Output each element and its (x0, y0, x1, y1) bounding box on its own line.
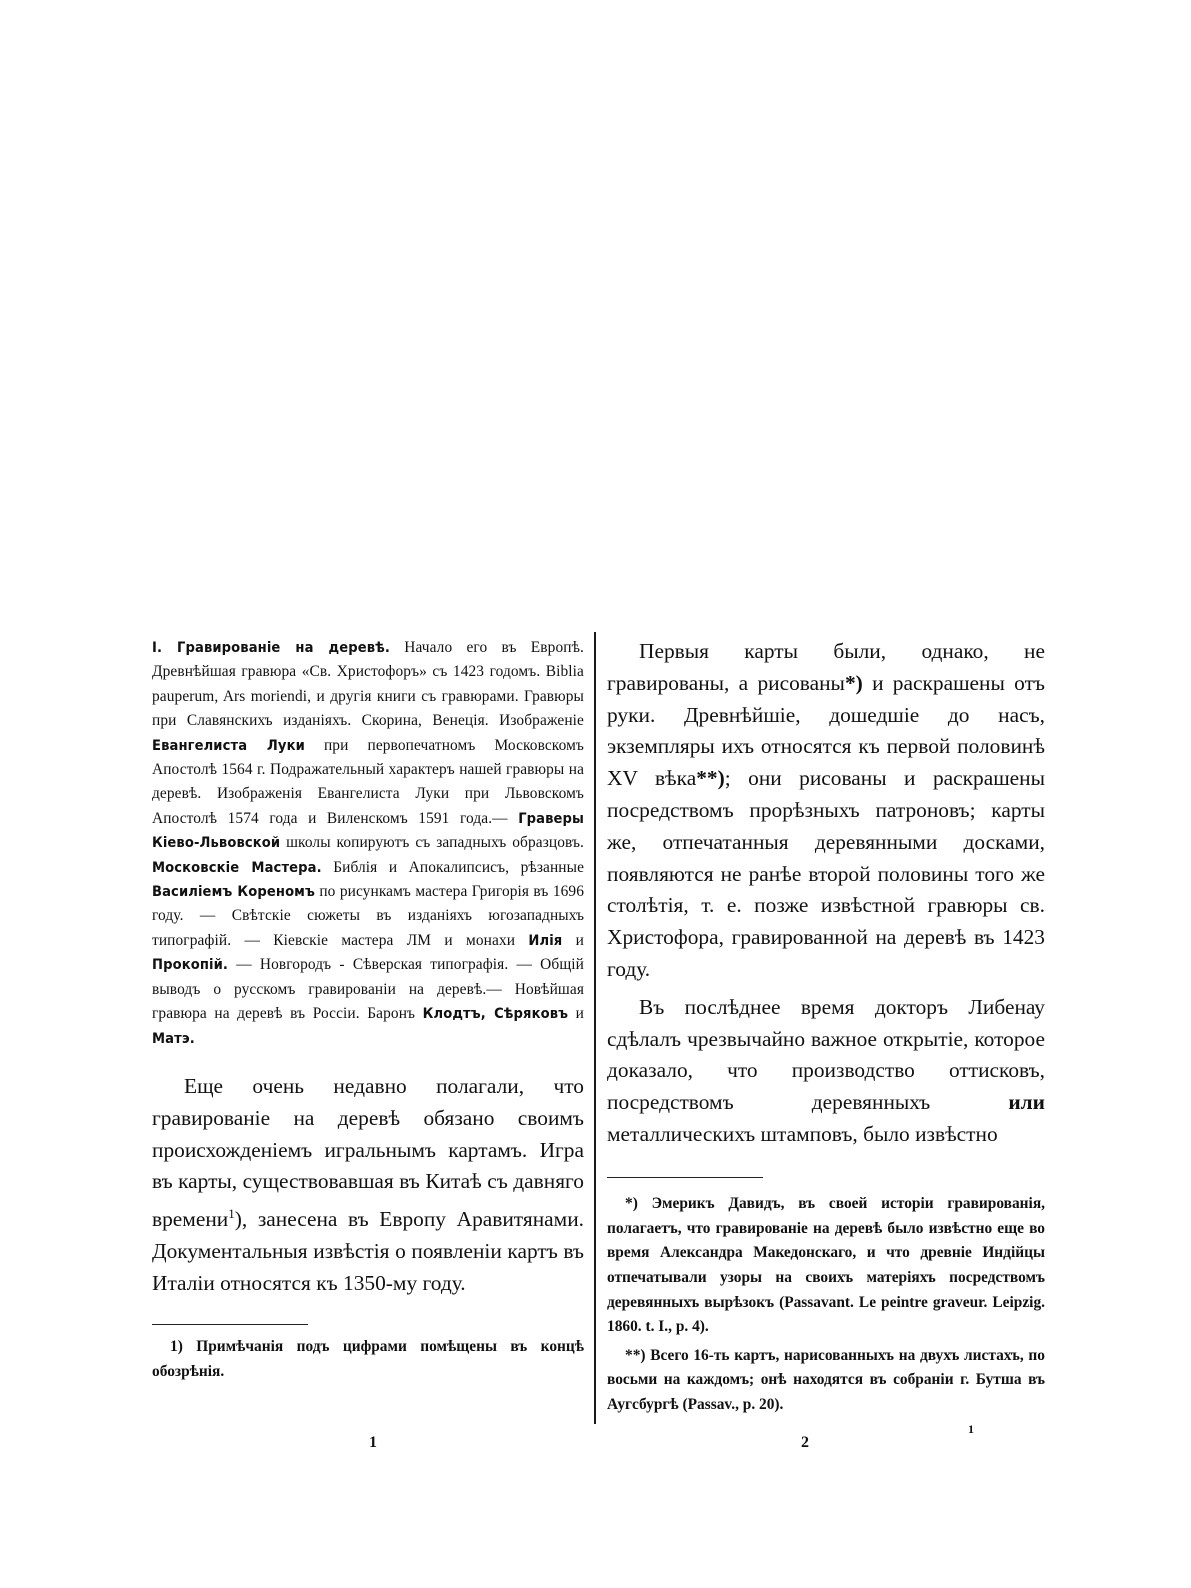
right-body-paragraph-1 (607, 636, 1045, 986)
body-text: ; они рисованы и раскрашены посредствомъ прорѣзныхъ патроновъ; карты же, отпечатанныя деревянными досками, появляются не ранѣе второй половины того же столѣтія, т. е. позже извѣстной гравюры св. Христофора, гравированной на деревѣ въ 1423 году. (607, 766, 1045, 981)
left-body-paragraph (152, 1071, 584, 1300)
footnote-reference: *) (844, 670, 863, 695)
summary-bold: Матэ. (152, 1029, 195, 1047)
left-column (152, 636, 584, 1384)
summary-text: и (568, 1005, 584, 1023)
footnote-rule (607, 1177, 763, 1179)
right-column (607, 636, 1045, 1418)
summary-text: школы копируютъ съ западныхъ образцовъ. (280, 834, 584, 852)
chapter-heading: I. Гравированіе на деревѣ. (152, 639, 390, 656)
signature-mark: 1 (968, 1422, 974, 1436)
chapter-summary (152, 636, 584, 1051)
summary-text: Начало его въ Европѣ. Древнѣйшая гравюра «Св. Христофоръ» съ 1423 годомъ. Biblia pauperum, Ars moriendi, и другія книги съ гравюрами. Гравюры при Славянскихъ изданіяхъ. Скорина, Венеція. Изображеніе (152, 639, 584, 730)
body-text: Первыя карты были, однако, не гравированы, а рисованы (607, 639, 1045, 695)
summary-bold: Илія (528, 931, 563, 949)
page-number-left: 1 (369, 1434, 377, 1451)
body-text: и раскрашены отъ руки. Древнѣйшіе, дошедшіе до насъ, экземпляры ихъ относятся къ первой половинѣ XV вѣка (607, 670, 1045, 791)
body-text: металлическихъ штамповъ, было извѣстно (607, 1121, 998, 1146)
body-bold: или (1008, 1090, 1045, 1115)
summary-text: — Новгородъ - Сѣверская типографія. — Общій выводъ о русскомъ гравированіи на деревѣ.— Новѣйшая гравюра на деревѣ въ Россіи. Баронъ (152, 956, 584, 1023)
summary-bold: Клодтъ, Сѣряковъ (422, 1005, 569, 1023)
footnote-rule (152, 1324, 308, 1326)
footnote-reference: 1 (228, 1206, 235, 1222)
left-footnote: 1) Примѣчанія подъ цифрами помѣщены въ концѣ обозрѣнія. (152, 1338, 584, 1380)
right-footnote-2: **) Всего 16-ть картъ, нарисованныхъ на двухъ листахъ, по восьми на каждомъ; онѣ находятся въ собраніи г. Бутша въ Аугсбургѣ (Passav., p. 20). (607, 1346, 1045, 1413)
summary-text: Библія и Апокалипсисъ, рѣзанные (321, 858, 584, 876)
body-text: Въ послѣднее время докторъ Либенау сдѣлалъ чрезвычайно важное открытіе, которое доказало, что производство оттисковъ, посредствомъ деревянныхъ (607, 994, 1045, 1115)
column-divider (594, 632, 596, 1424)
summary-bold: Московскіе Мастера. (152, 858, 322, 876)
summary-bold: Прокопій. (152, 956, 228, 974)
body-text: ), занесена въ Европу Аравитянами. Документальныя извѣстія о появленіи картъ въ Италіи относятся къ 1350-му году. (152, 1207, 584, 1295)
summary-bold: Василіемъ Кореномъ (152, 883, 315, 901)
summary-text: и (562, 931, 584, 949)
body-text: Еще очень недавно полагали, что гравированіе на деревѣ обязано своимъ происхожденіемъ игральнымъ картамъ. Игра въ карты, существовавшая въ Китаѣ съ давняго времени (152, 1073, 584, 1232)
summary-text: при первопечатномъ Московскомъ Апостолѣ 1564 г. Подражательный характеръ нашей гравюры на деревѣ. Изображенія Евангелиста Луки при Львовскомъ Апостолѣ 1574 года и Виленскомъ 1591 года.— (152, 736, 584, 827)
right-footnote-1: *) Эмерикъ Давидъ, въ своей исторіи гравированія, полагаетъ, что гравированіе на деревѣ было извѣстно еще во время Александра Македонскаго, и что древніе Индійцы отпечатывали узоры на своихъ матеріяхъ посредствомъ деревянныхъ вырѣзокъ (Passavant. Le peintre graveur. Leipzig. 1860. t. I., p. 4). (607, 1195, 1045, 1336)
page-number-right: 2 (801, 1434, 809, 1451)
summary-text: по рисункамъ мастера Григорія въ 1696 году. — Свѣтскіе сюжеты въ изданіяхъ югозападныхъ типографій. — Кіевскіе мастера ЛМ и монахи (152, 883, 585, 949)
summary-bold: Граверы Кіево-Львовской (152, 809, 584, 852)
right-body-paragraph-2 (607, 992, 1045, 1151)
footnote-reference: **) (696, 766, 725, 791)
summary-bold: Евангелиста Луки (152, 736, 305, 754)
